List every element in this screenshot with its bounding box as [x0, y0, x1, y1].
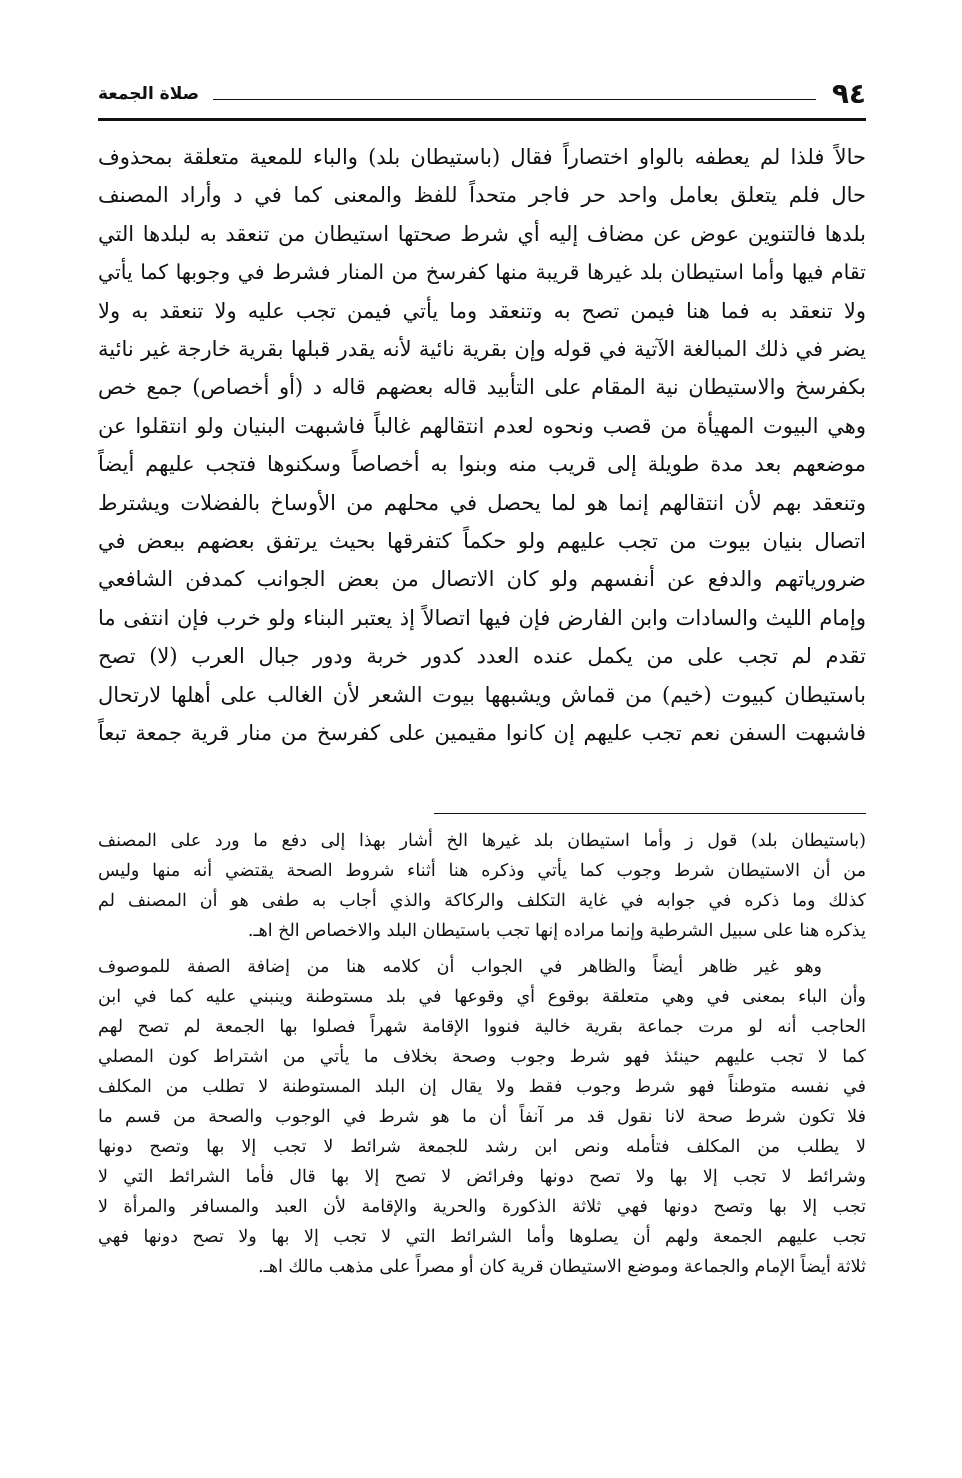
header-rule-line	[213, 99, 816, 100]
note-line: لا يطلب من المكلف فتأمله ونص ابن رشد للجمعة شرائط لا تجب إلا بها وتصح دونها	[98, 1137, 866, 1157]
commentary-notes	[98, 826, 866, 1282]
note-line: ثلاثة أيضاً الإمام والجماعة وموضع الاستيطان قرية كان أو مصراً على مذهب مالك اهـ.	[258, 1257, 866, 1277]
main-text-line: موضعهم بعد مدة طويلة إلى قريب منه وبنوا به أخصاصاً وسكنوها فتجب عليهم أيضاً	[98, 452, 866, 477]
main-text-line: بلدها فالتنوين عوض عن مضاف إليه أي شرط صحتها استيطان من تنعقد به لبلدها التي	[98, 221, 866, 246]
main-text-line: وهي البيوت المهيأة من قصب ونحوه لعدم انتقالهم غالباً فاشبهت البنيان ولو انتقلوا عن	[98, 413, 866, 438]
main-text-line: ولا تنعقد به فما هنا فيمن تصح به وتنعقد وما يأتي فيمن تجب عليه ولا تنعقد به ولا	[98, 298, 866, 323]
main-text-line: وإمام الليث والسادات وابن الفارض فإن فيها اتصالاً إذ يعتبر البناء ولو خرب فإن انتفى ما	[98, 605, 866, 630]
commentary-paragraph-2	[98, 952, 866, 1282]
note-line: فلا تكون شرط صحة لانا نقول قد مر آنفاً أن ما هو شرط في الوجوب والصحة من قسم ما	[98, 1107, 866, 1127]
note-line: تجب عليهم الجمعة ولهم أن يصلوها وأما الشرائط التي لا تجب إلا بها ولا تصح دونها فهي	[98, 1227, 866, 1247]
footnote-separator	[434, 813, 866, 814]
header-divider	[98, 118, 866, 121]
note-line: وأن الباء بمعنى في وهي متعلقة بوقوع أي وقوعها في بلد مستوطنة وينبني عليه كما في ابن	[98, 987, 866, 1007]
note-line: (باستيطان بلد) قول ز وأما استيطان بلد غيرها الخ أشار بهذا إلى دفع ما ورد على المصنف	[98, 831, 866, 851]
running-title: صلاة الجمعة	[98, 84, 200, 104]
main-text-line: باستيطان كبيوت (خيم) من قماش ويشبهها بيوت الشعر لأن الغالب على أهلها لارتحال	[98, 682, 866, 707]
note-line: في نفسه متوطناً فهو شرط وجوب فقط ولا يقال إن البلد المستوطنة لا تطلب من المكلف	[98, 1077, 866, 1097]
note-line: تجب إلا بها وتصح دونها فهي ثلاثة الذكورة والحرية والإقامة لأن العبد والمسافر والمرأة لا	[98, 1197, 866, 1217]
main-text-line: حالاً فلذا لم يعطفه بالواو اختصاراً فقال (باستيطان بلد) والباء للمعية متعلقة بمحذوف	[98, 145, 866, 169]
main-text-line: ضرورياتهم والدفع عن أنفسهم ولو كان الاتصال من بعض الجوانب كمدفن الشافعي	[98, 567, 866, 592]
main-text-line: فاشبهت السفن نعم تجب عليهم إن كانوا مقيمين على كفرسخ من منار قرية جمعة تبعاً	[98, 721, 866, 746]
page-number: ٩٤	[831, 77, 866, 110]
page-header	[98, 76, 866, 112]
note-line: من أن الاستيطان شرط وجوب كما يأتي وذكره هنا أثناء شروط الصحة يقتضي أنه منها وليس	[98, 861, 866, 881]
main-text-line: وتنعقد بهم لأن انتقالهم إنما هو لما يحصل في محلهم من الأوساخ بالفضلات ويشترط	[98, 490, 866, 515]
main-text-line: تقدم لم تجب على من يكمل عنده العدد كدور خربة ودور جبال العرب (لا) تصح	[98, 644, 866, 669]
main-text-line: يضر في ذلك المبالغة الآتية في قوله وإن بقرية نائية لأنه يقدر قبلها بقرية خارجة غير نائية	[98, 337, 866, 362]
main-text-line: حال فلم يتعلق بعامل واحد حر فاجر متحداً للفظ والمعنى كما في د وأراد المصنف	[98, 183, 866, 208]
main-text-line: تقام فيها وأما استيطان بلد غيرها قريبة منها كفرسخ من المنار فشرط في وجوبها كما يأتي	[98, 260, 866, 285]
main-text-line: بكفرسخ والاستيطان نية المقام على التأبيد قاله بعضهم قاله د (أو أخصاص) جمع خص	[98, 375, 866, 400]
note-line: يذكره هنا على سبيل الشرطية وإنما مراده إنها تجب باستيطان البلد والاخصاص الخ اهـ.	[247, 921, 866, 941]
note-line: وهو غير ظاهر أيضاً والظاهر في الجواب أن كلامه هنا من إضافة الصفة للموصوف	[98, 957, 822, 977]
note-line: كما لا تجب عليهم حينئذ فهو شرط وجوب وصحة بخلاف ما يأتي من اشتراط كون المصلي	[98, 1047, 866, 1067]
note-line: كذلك وما ذكره في جوابه في غاية التكلف والركاكة والذي أجاب به طفى هو أن المصنف لم	[98, 891, 866, 911]
main-text-line: اتصال بنيان بيوت من تجب عليهم ولو حكماً كتفرقها بحيث يرتفق بعضهم ببعض في	[98, 529, 866, 554]
commentary-paragraph-1	[98, 826, 866, 946]
note-line: الحاجب أنه لو مرت جماعة بقرية خالية فنووا الإقامة شهراً فصلوا بها الجمعة لم تصح لهم	[98, 1017, 866, 1037]
main-text	[98, 138, 866, 798]
note-line: وشرائط لا تجب إلا بها ولا تصح دونها وفرائض لا تصح إلا بها قال فأما الشرائط التي لا	[98, 1167, 866, 1187]
